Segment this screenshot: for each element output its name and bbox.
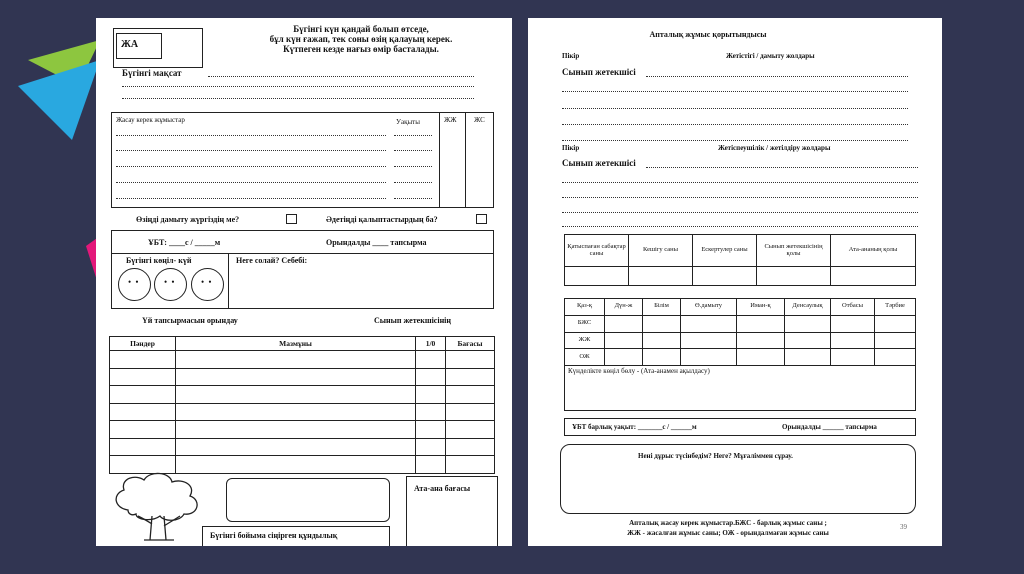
tasks-label: Жасау керек жұмыстар [116, 116, 185, 124]
why-label: Неге солай? Себебі: [236, 256, 308, 265]
homework-table: Пәндер Мазмұны 1/0 Бағасы [109, 336, 495, 474]
done-week-label: Орындалды ______ тапсырма [782, 423, 877, 431]
face-icon[interactable]: • • [118, 268, 151, 301]
opinion-label-1: Пікір [562, 52, 580, 60]
face-icon[interactable]: • • [154, 268, 187, 301]
footer-line-1: Апталық жасау керек жұмыстар.БЖС - барлық жұмыс саны ; [629, 519, 827, 527]
value-box[interactable] [226, 478, 390, 522]
time-label: Уақыты [396, 118, 420, 126]
tasks-section [111, 112, 494, 208]
opinion-label-2: Пікір [562, 144, 580, 152]
class-teacher-label: Сынып жетекшісінің [374, 316, 452, 325]
col-jj: ЖЖ [444, 116, 457, 124]
self-dev-question: Өзіңді дамыту жүргіздің ме? [136, 215, 240, 224]
teacher-label-1: Сынып жетекшісі [562, 67, 636, 77]
weekly-summary-page [528, 18, 942, 546]
question-label: Нені дұрыс түсінбедім? Неге? Мұғаліммен сұрау. [638, 452, 793, 460]
habit-checkbox[interactable] [476, 214, 487, 224]
tree-icon [108, 470, 208, 546]
col-js: ЖС [474, 116, 485, 124]
parent-rating-label: Ата-ана бағасы [414, 484, 471, 493]
self-dev-checkbox[interactable] [286, 214, 297, 224]
failures-label: Жетіспеушілік / жетілдіру жолдары [718, 144, 831, 152]
weekly-title: Апталық жұмыс қорытындысы [649, 30, 767, 39]
goal-label: Бүгінгі мақсат [122, 68, 182, 78]
diary-note-label: Күнделікте көңіл бөлу - (Ата-анамен ақылдасу) [568, 367, 710, 375]
footer-line-2: ЖЖ - жасалған жұмыс саны; ОЖ - орындалмаған жұмыс саны [627, 529, 829, 537]
value-label: Бүгінгі бойыма сіңірген құндылық [210, 531, 338, 540]
page-number: 39 [900, 523, 907, 531]
daily-planner-page [96, 18, 512, 546]
logo-box [113, 28, 203, 68]
summary-table: Қатыспаған сабақтар саны Кешігу саны Ескертулер саны Сынып жетекшісінің қолы Ата-ананың қолы [564, 234, 916, 286]
decorative-triangles [0, 0, 110, 574]
ubt-label: ҰБТ: ____с / _____м [148, 238, 221, 247]
subjects-table: Қаз-қ Дүн-ж Білім Ө.дамыту Иман-қ Денсаулық Отбасы Тәрбие БЖС ЖЖ ОЖ [564, 298, 916, 366]
homework-label: Үй тапсырмасын орындау [142, 316, 238, 325]
face-icon[interactable]: • • [191, 268, 224, 301]
ubt-week-label: ҰБТ барлық уақыт: _______с / ______м [572, 423, 697, 431]
logo-text: ЖА [121, 39, 139, 50]
achievements-label: Жетістігі / дамыту жолдары [726, 52, 815, 60]
header-quote: Бүгінгі күн қандай болып өтседе, бұл күн ғажап, тек соны өзің қалауың керек. Күтпеген кезде нағыз өмір басталады. [269, 24, 453, 54]
mood-label: Бүгінгі көңіл- күй [126, 256, 192, 265]
done-label: Орындалды ____ тапсырма [326, 238, 427, 247]
teacher-label-2: Сынып жетекшісі [562, 158, 636, 168]
habit-question: Әдетіңді қалыптастырдың ба? [326, 215, 438, 224]
